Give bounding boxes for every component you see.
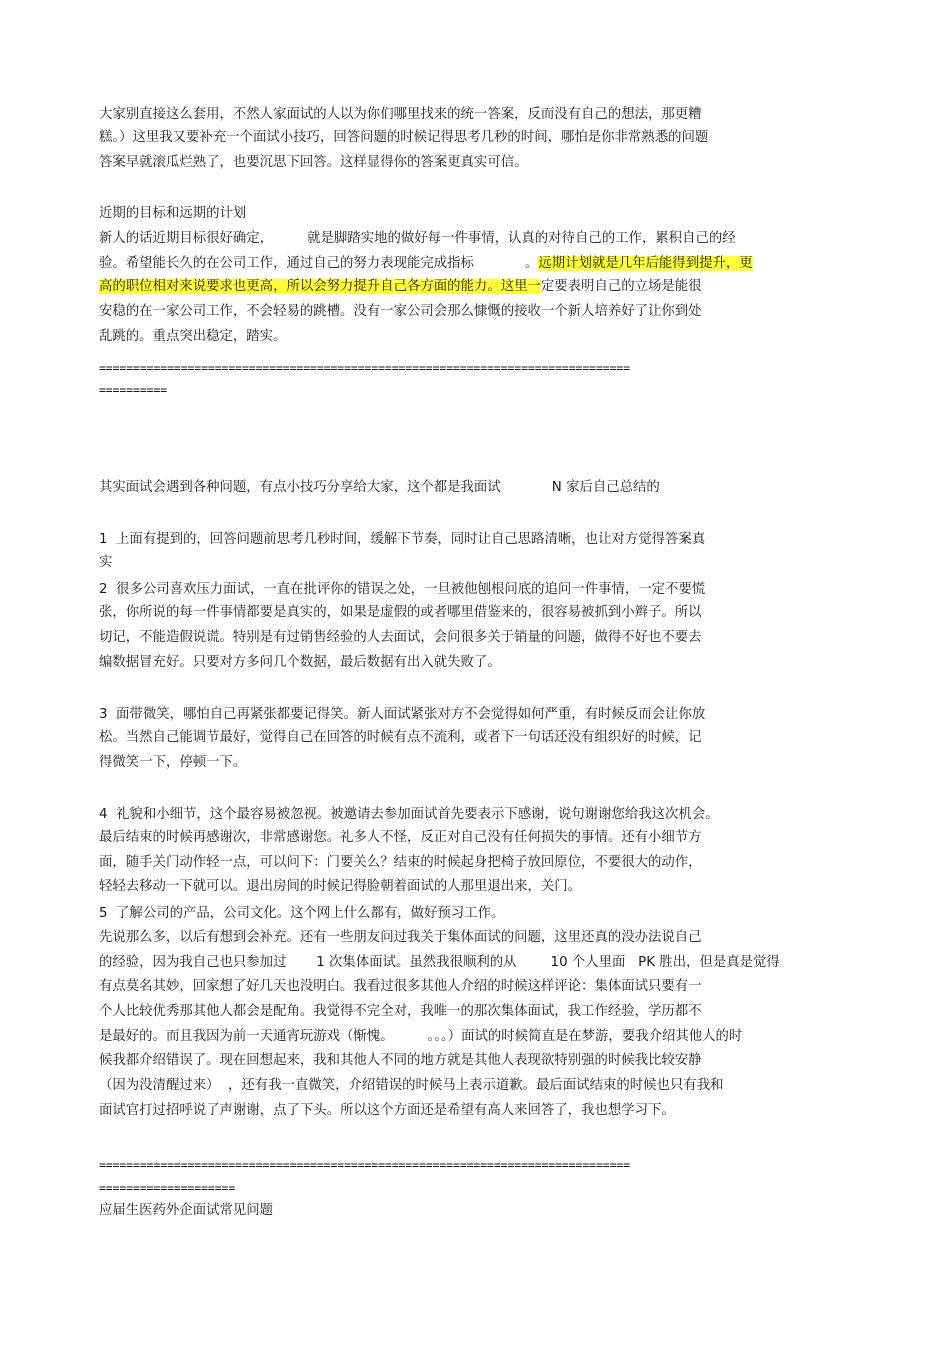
- tip-line: 切记，不能造假说谎。特别是有过销售经验的人去面试，会问很多关于销量的问题，做得不好也不要去: [99, 630, 702, 645]
- tip-line: 2 很多公司喜欢压力面试，一直在批评你的错误之处，一旦被他刨根问底的追问一件事情，一定不要慌: [99, 582, 706, 597]
- tip-line: 轻轻去移动一下就可以。退出房间的时候记得脸朝着面试的人那里退出来，关门。: [99, 879, 582, 894]
- separator-line: ==========: [99, 383, 168, 397]
- highlighted-text: 高的职位相对来说要求也更高，所以会努力提升自己各方面的能力。这里一: [99, 279, 541, 294]
- paragraph-line: 候我都介绍错误了。现在回想起来，我和其他人不同的地方就是其他人表现欲特别强的时候我比较安静: [99, 1053, 702, 1068]
- separator-line: ====================: [99, 1181, 236, 1195]
- section-heading: 近期的目标和远期的计划: [99, 206, 247, 221]
- paragraph-line: [99, 254, 753, 274]
- paragraph-line: 乱跳的。重点突出稳定，踏实。: [99, 329, 287, 344]
- separator-line: ==============================================================================: [99, 361, 631, 375]
- tip-line: 张，你所说的每一件事情都要是真实的，如果是虚假的或者哪里借鉴来的，很容易被抓到小辫子。所以: [99, 605, 702, 620]
- paragraph-line: 其实面试会遇到各种问题，有点小技巧分享给大家，这个都是我面试 N 家后自己总结的: [99, 480, 660, 495]
- paragraph-line: 是最好的。而且我因为前一天通宵玩游戏（惭愧。 。。。）面试的时候简直是在梦游，要我介绍其他人的时: [99, 1029, 743, 1044]
- paragraph-line: 的经验，因为我自己也只参加过 1 次集体面试。虽然我很顺利的从 10 个人里面 PK 胜出，但是真是觉得: [99, 955, 780, 970]
- tip-line: 1 上面有提到的，回答问题前思考几秒时间，缓解下节奏，同时让自己思路清晰，也让对方觉得答案真: [99, 532, 706, 547]
- tip-line: 实: [99, 555, 113, 570]
- paragraph-line: 大家别直接这么套用，不然人家面试的人以为你们哪里找来的统一答案，反而没有自己的想法，那更糟: [99, 107, 702, 122]
- paragraph-line: 有点莫名其妙，回家想了好几天也没明白。我看过很多其他人介绍的时候这样评论：集体面试只要有一: [99, 979, 702, 994]
- paragraph-line: 面试官打过招呼说了声谢谢，点了下头。所以这个方面还是希望有高人来回答了，我也想学习下。: [99, 1103, 675, 1118]
- paragraph-line: 个人比较优秀那其他人都会是配角。我觉得不完全对，我唯一的那次集体面试，我工作经验，学历都不: [99, 1004, 702, 1019]
- paragraph-line: （因为没清醒过来） ，还有我一直微笑，介绍错误的时候马上表示道歉。最后面试结束的时候也只有我和: [99, 1078, 724, 1093]
- highlighted-text: 远期计划就是几年后能得到提升，更: [538, 256, 753, 271]
- tip-line: 面，随手关门动作轻一点，可以问下：门要关么？结束的时候起身把椅子放回原位，不要很大的动作，: [99, 855, 702, 870]
- section-heading: 应届生医药外企面试常见问题: [99, 1203, 274, 1218]
- plain-text: 验。希望能长久的在公司工作，通过自己的努力表现能完成指标 。: [99, 256, 539, 271]
- plain-text: 定要表明自己的立场是能很: [540, 279, 702, 294]
- paragraph-line: 新人的话近期目标很好确定， 就是脚踏实地的做好每一件事情，认真的对待自己的工作，累积自己的经: [99, 231, 736, 246]
- tip-line: 4 礼貌和小细节，这个最容易被忽视。被邀请去参加面试首先要表示下感谢，说句谢谢您给我这次机会。: [99, 807, 719, 822]
- paragraph-line: 答案早就滚瓜烂熟了，也要沉思下回答。这样显得你的答案更真实可信。: [99, 155, 528, 170]
- tip-line: 得微笑一下，停顿一下。: [99, 755, 247, 770]
- tip-line: 5 了解公司的产品，公司文化。这个网上什么都有，做好预习工作。: [99, 906, 505, 921]
- separator-line: ==============================================================================: [99, 1158, 631, 1172]
- paragraph-line: 先说那么多，以后有想到会补充。还有一些朋友问过我关于集体面试的问题，这里还真的没办法说自己: [99, 930, 702, 945]
- tip-line: 编数据冒充好。只要对方多问几个数据，最后数据有出入就失败了。: [99, 655, 501, 670]
- tip-line: 松。当然自己能调节最好，觉得自己在回答的时候有点不流利，或者下一句话还没有组织好的时候，记: [99, 730, 702, 745]
- tip-line: 最后结束的时候再感谢次，非常感谢您。礼多人不怪，反正对自己没有任何损失的事情。还有小细节方: [99, 830, 702, 845]
- tip-line: 3 面带微笑，哪怕自己再紧张都要记得笑。新人面试紧张对方不会觉得如何严重，有时候反而会让你放: [99, 707, 706, 722]
- paragraph-line: [99, 277, 702, 297]
- paragraph-line: 糕。）这里我又要补充一个面试小技巧，回答问题的时候记得思考几秒的时间，哪怕是你非常熟悉的问题: [99, 130, 709, 145]
- paragraph-line: 安稳的在一家公司工作，不会轻易的跳槽。没有一家公司会那么慷慨的接收一个新人培养好了让你到处: [99, 304, 702, 319]
